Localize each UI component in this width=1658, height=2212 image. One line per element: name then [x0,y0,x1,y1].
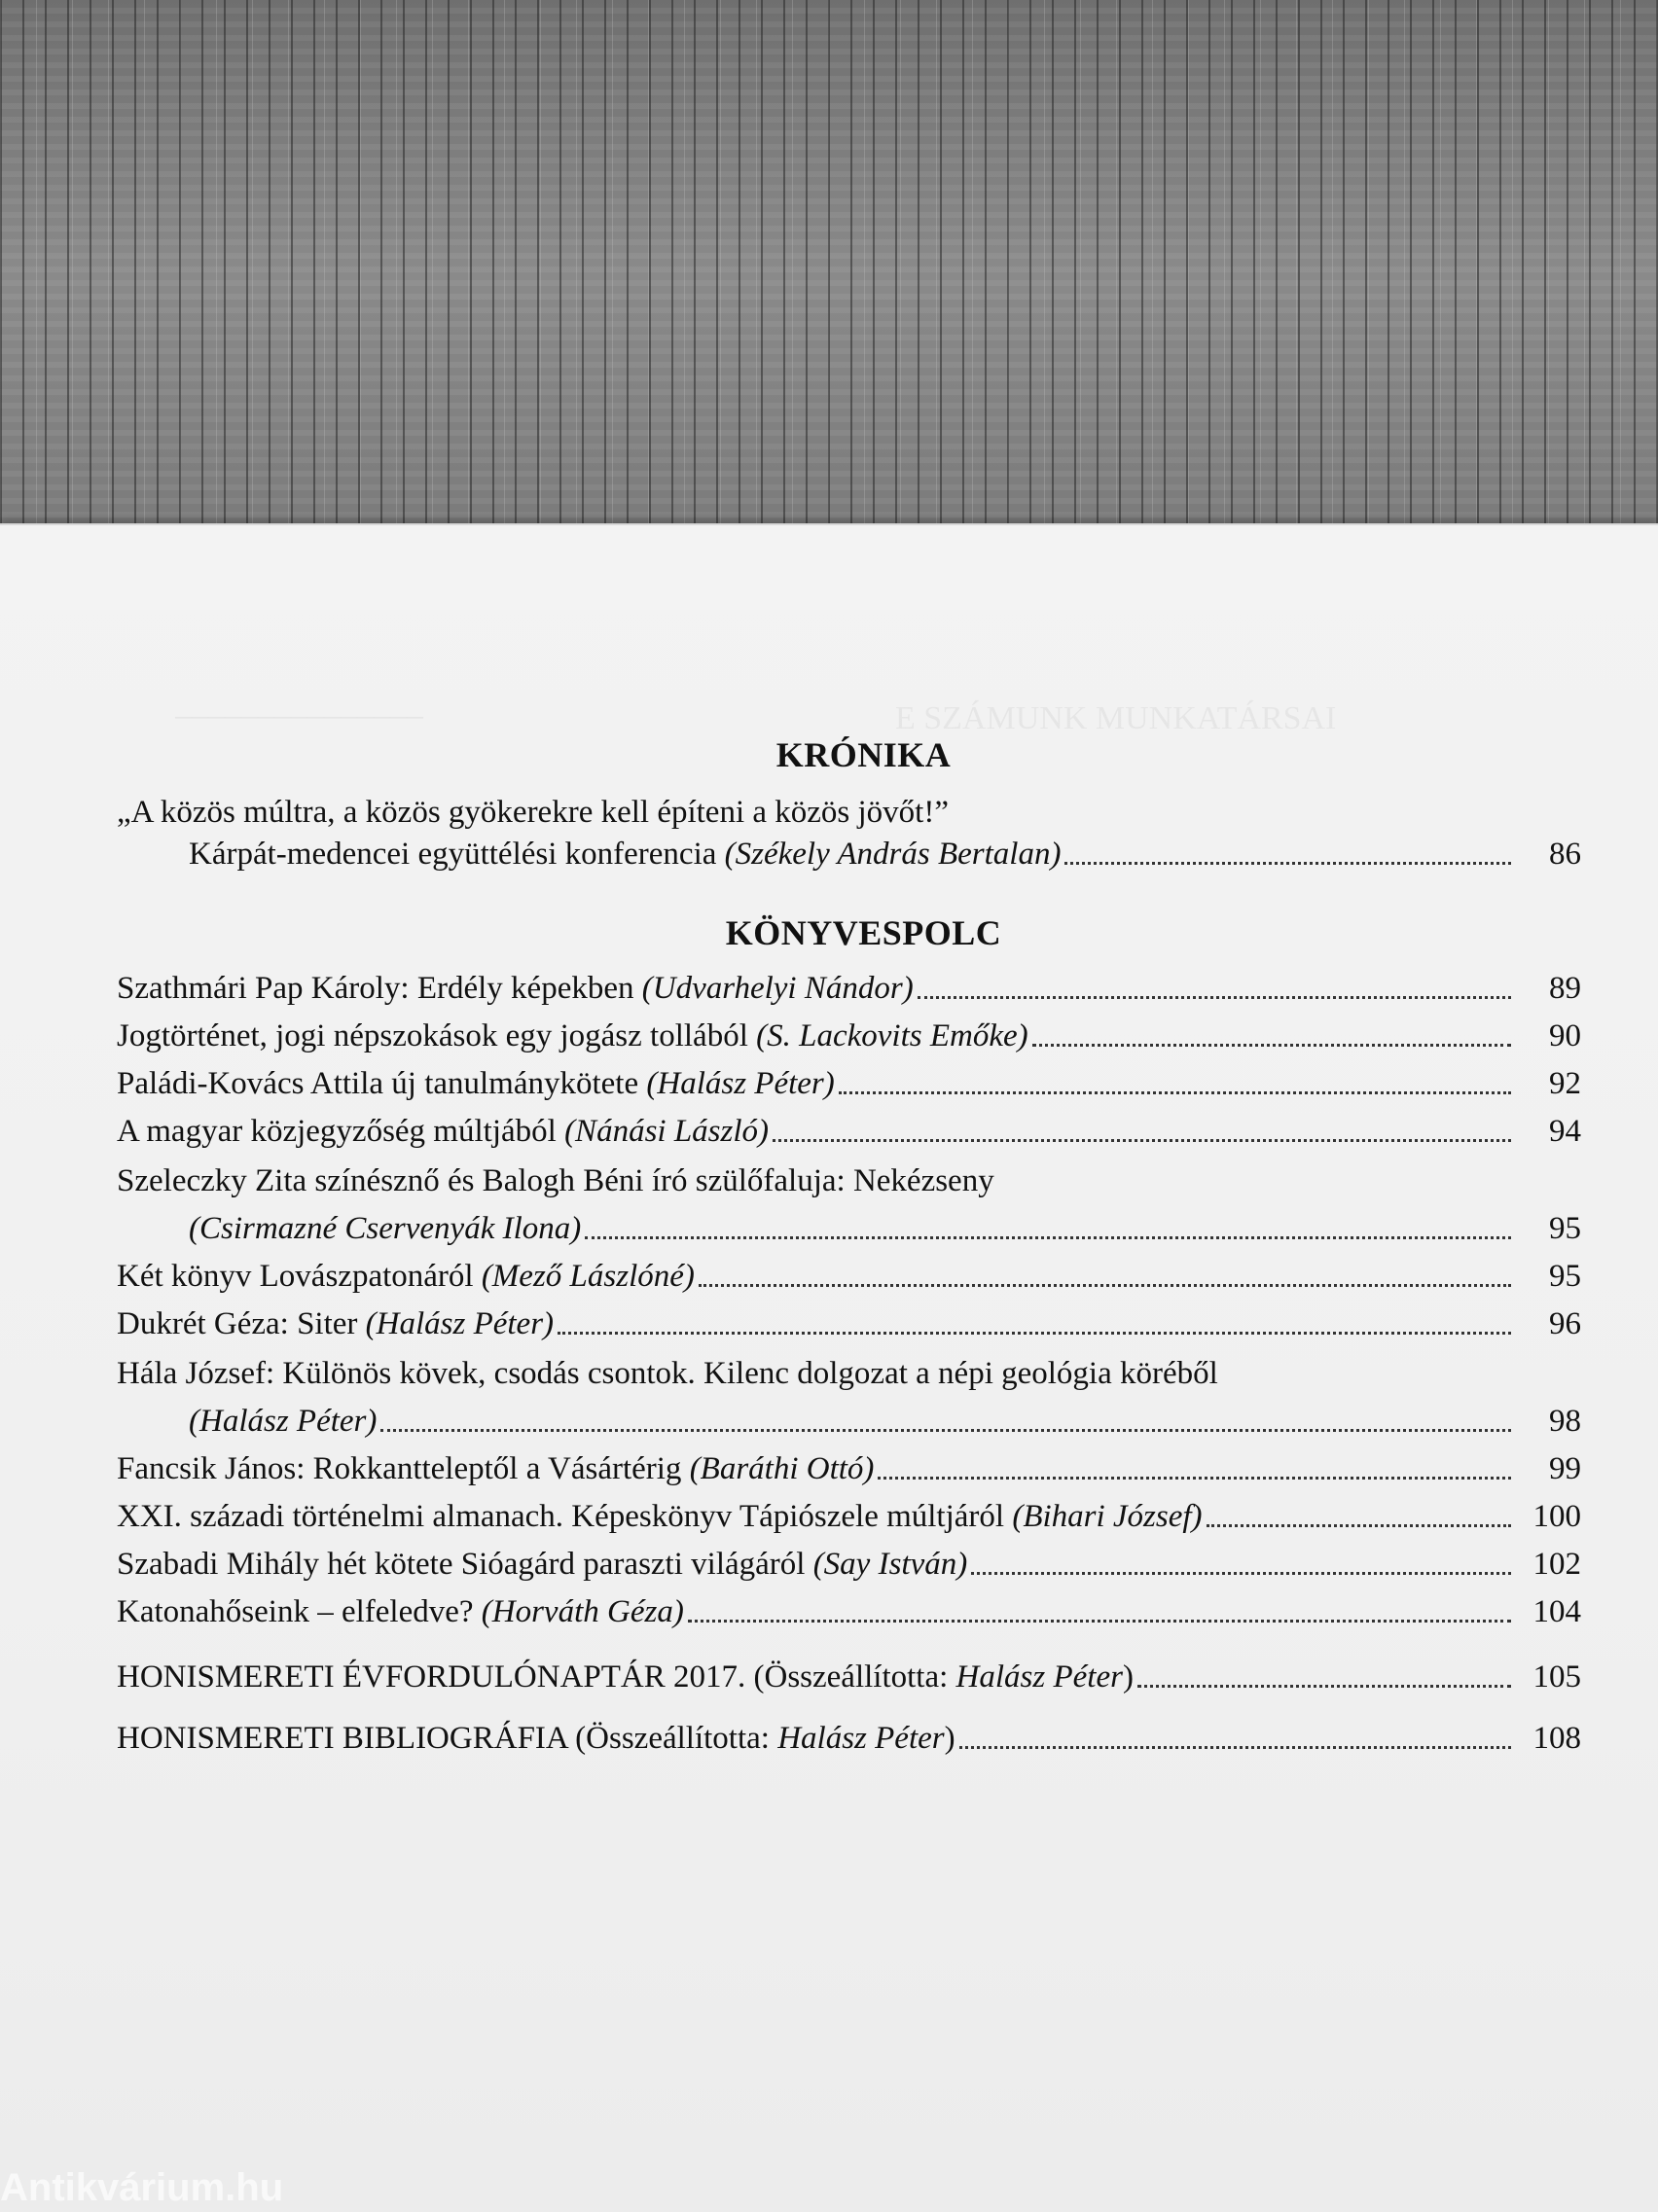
leader-dots [380,1427,1511,1432]
page-number: 100 [1532,1499,1581,1534]
toc-entry-multiline [117,1356,1581,1438]
toc-entry [117,1501,1581,1533]
page-number: 90 [1549,1018,1581,1053]
entry-title: Dukrét Géza: Siter [117,1306,358,1341]
entry-title-line: Szeleczky Zita színésznő és Balogh Béni író szülőfaluja: Nekézseny [117,1163,994,1198]
leader-dots [1137,1683,1511,1688]
bleed-through-text: E SZÁMUNK MUNKATÁRSAI [895,700,1337,736]
toc-entry-evfordulonaptar [117,1661,1581,1694]
toc-entry [117,1308,1581,1340]
leader-dots [585,1234,1511,1239]
entry-author: (Csirmazné Cservenyák Ilona) [189,1211,582,1246]
leader-dots [1207,1522,1511,1527]
page-number: 94 [1549,1114,1581,1149]
section-heading-kronika: KRÓNIKA [775,735,952,774]
entry-title: Szabadi Mihály hét kötete Sióagárd paraszti világáról [117,1547,806,1582]
bleed-through-text: ─────────────── [175,705,424,731]
entry-title: Fancsik János: Rokkantteleptől a Vásártérig [117,1451,682,1486]
page-number: 99 [1549,1451,1581,1486]
watermark: Antikvárium.hu [0,2166,284,2209]
toc-entry [117,1116,1581,1148]
toc-entry [117,1020,1581,1052]
page-number: 105 [1532,1659,1581,1695]
entry-main-line [117,838,1581,871]
entry-author: (Bihari József) [1012,1499,1203,1534]
leader-dots [688,1618,1511,1623]
entry-close: ) [944,1721,955,1756]
entry-author: (Székely András Bertalan) [724,837,1062,872]
page-number: 104 [1532,1594,1581,1629]
entry-author: (Halász Péter) [189,1404,378,1439]
entry-title: HONISMERETI ÉVFORDULÓNAPTÁR 2017. (Összeállította: [117,1659,956,1695]
page-number: 102 [1532,1547,1581,1582]
page-number: 92 [1549,1066,1581,1101]
page-number: 86 [1549,837,1581,872]
entry-author: (Udvarhelyi Nándor) [641,971,914,1006]
entry-author: Halász Péter [777,1721,945,1756]
leader-dots [773,1137,1511,1142]
entry-author: (Nánási László) [564,1114,770,1149]
toc-entry [117,1261,1581,1293]
leader-dots [878,1475,1511,1480]
entry-title: Katonahőseink – elfeledve? [117,1594,474,1629]
toc-list-konyvespolc [117,973,1581,1628]
entry-title: Kárpát-medencei együttélési konferencia [189,837,717,872]
entry-author: (Mező Lászlóné) [481,1259,695,1294]
entry-title-line: „A közös múltra, a közös gyökerekre kell építeni a közös jövőt!” [117,795,949,830]
leader-dots [839,1089,1511,1094]
entry-author: (S. Lackovits Emőke) [756,1018,1028,1053]
leader-dots [1064,860,1511,865]
toc-entry [117,1549,1581,1581]
leader-dots [1032,1042,1511,1047]
leader-dots [918,994,1511,999]
entry-author: (Halász Péter) [365,1306,555,1341]
leader-dots [558,1330,1511,1335]
entry-title: XXI. századi történelmi almanach. Képeskönyv Tápiószele múltjáról [117,1499,1005,1534]
entry-author: (Baráthi Ottó) [689,1451,875,1486]
toc-entry-multiline [117,1163,1581,1245]
entry-author: (Say István) [812,1547,968,1582]
entry-author: (Halász Péter) [646,1066,835,1101]
entry-title-line: Hála József: Különös kövek, csodás csontok. Kilenc dolgozat a népi geológia köréből [117,1356,1218,1391]
entry-author: Halász Péter [955,1659,1123,1695]
toc-entry-kronika [117,795,1581,871]
table-of-contents [117,734,1581,1755]
entry-title: Két könyv Lovászpatonáról [117,1259,474,1294]
page-number: 98 [1549,1404,1581,1439]
toc-entry [117,1596,1581,1628]
entry-title: Paládi-Kovács Attila új tanulmánykötete [117,1066,639,1101]
wooden-background [0,0,1658,545]
toc-entry [117,973,1581,1005]
page-number: 95 [1549,1259,1581,1294]
leader-dots [959,1744,1511,1749]
toc-entry [117,1453,1581,1485]
entry-title: HONISMERETI BIBLIOGRÁFIA (Összeállította: [117,1721,778,1756]
leader-dots [699,1282,1511,1287]
entry-title: Szathmári Pap Károly: Erdély képekben [117,971,634,1006]
toc-entry-bibliografia [117,1723,1581,1755]
entry-close: ) [1122,1659,1134,1695]
page-number: 89 [1549,971,1581,1006]
page-number: 108 [1532,1721,1581,1756]
page-number: 96 [1549,1306,1581,1341]
toc-entry [117,1068,1581,1100]
entry-author: (Horváth Géza) [481,1594,684,1629]
entry-title: Jogtörténet, jogi népszokások egy jogász tollából [117,1018,748,1053]
entry-title: A magyar közjegyzőség múltjából [117,1114,557,1149]
leader-dots [971,1570,1511,1575]
page-number: 95 [1549,1211,1581,1246]
section-heading-konyvespolc: KÖNYVESPOLC [725,913,1002,952]
